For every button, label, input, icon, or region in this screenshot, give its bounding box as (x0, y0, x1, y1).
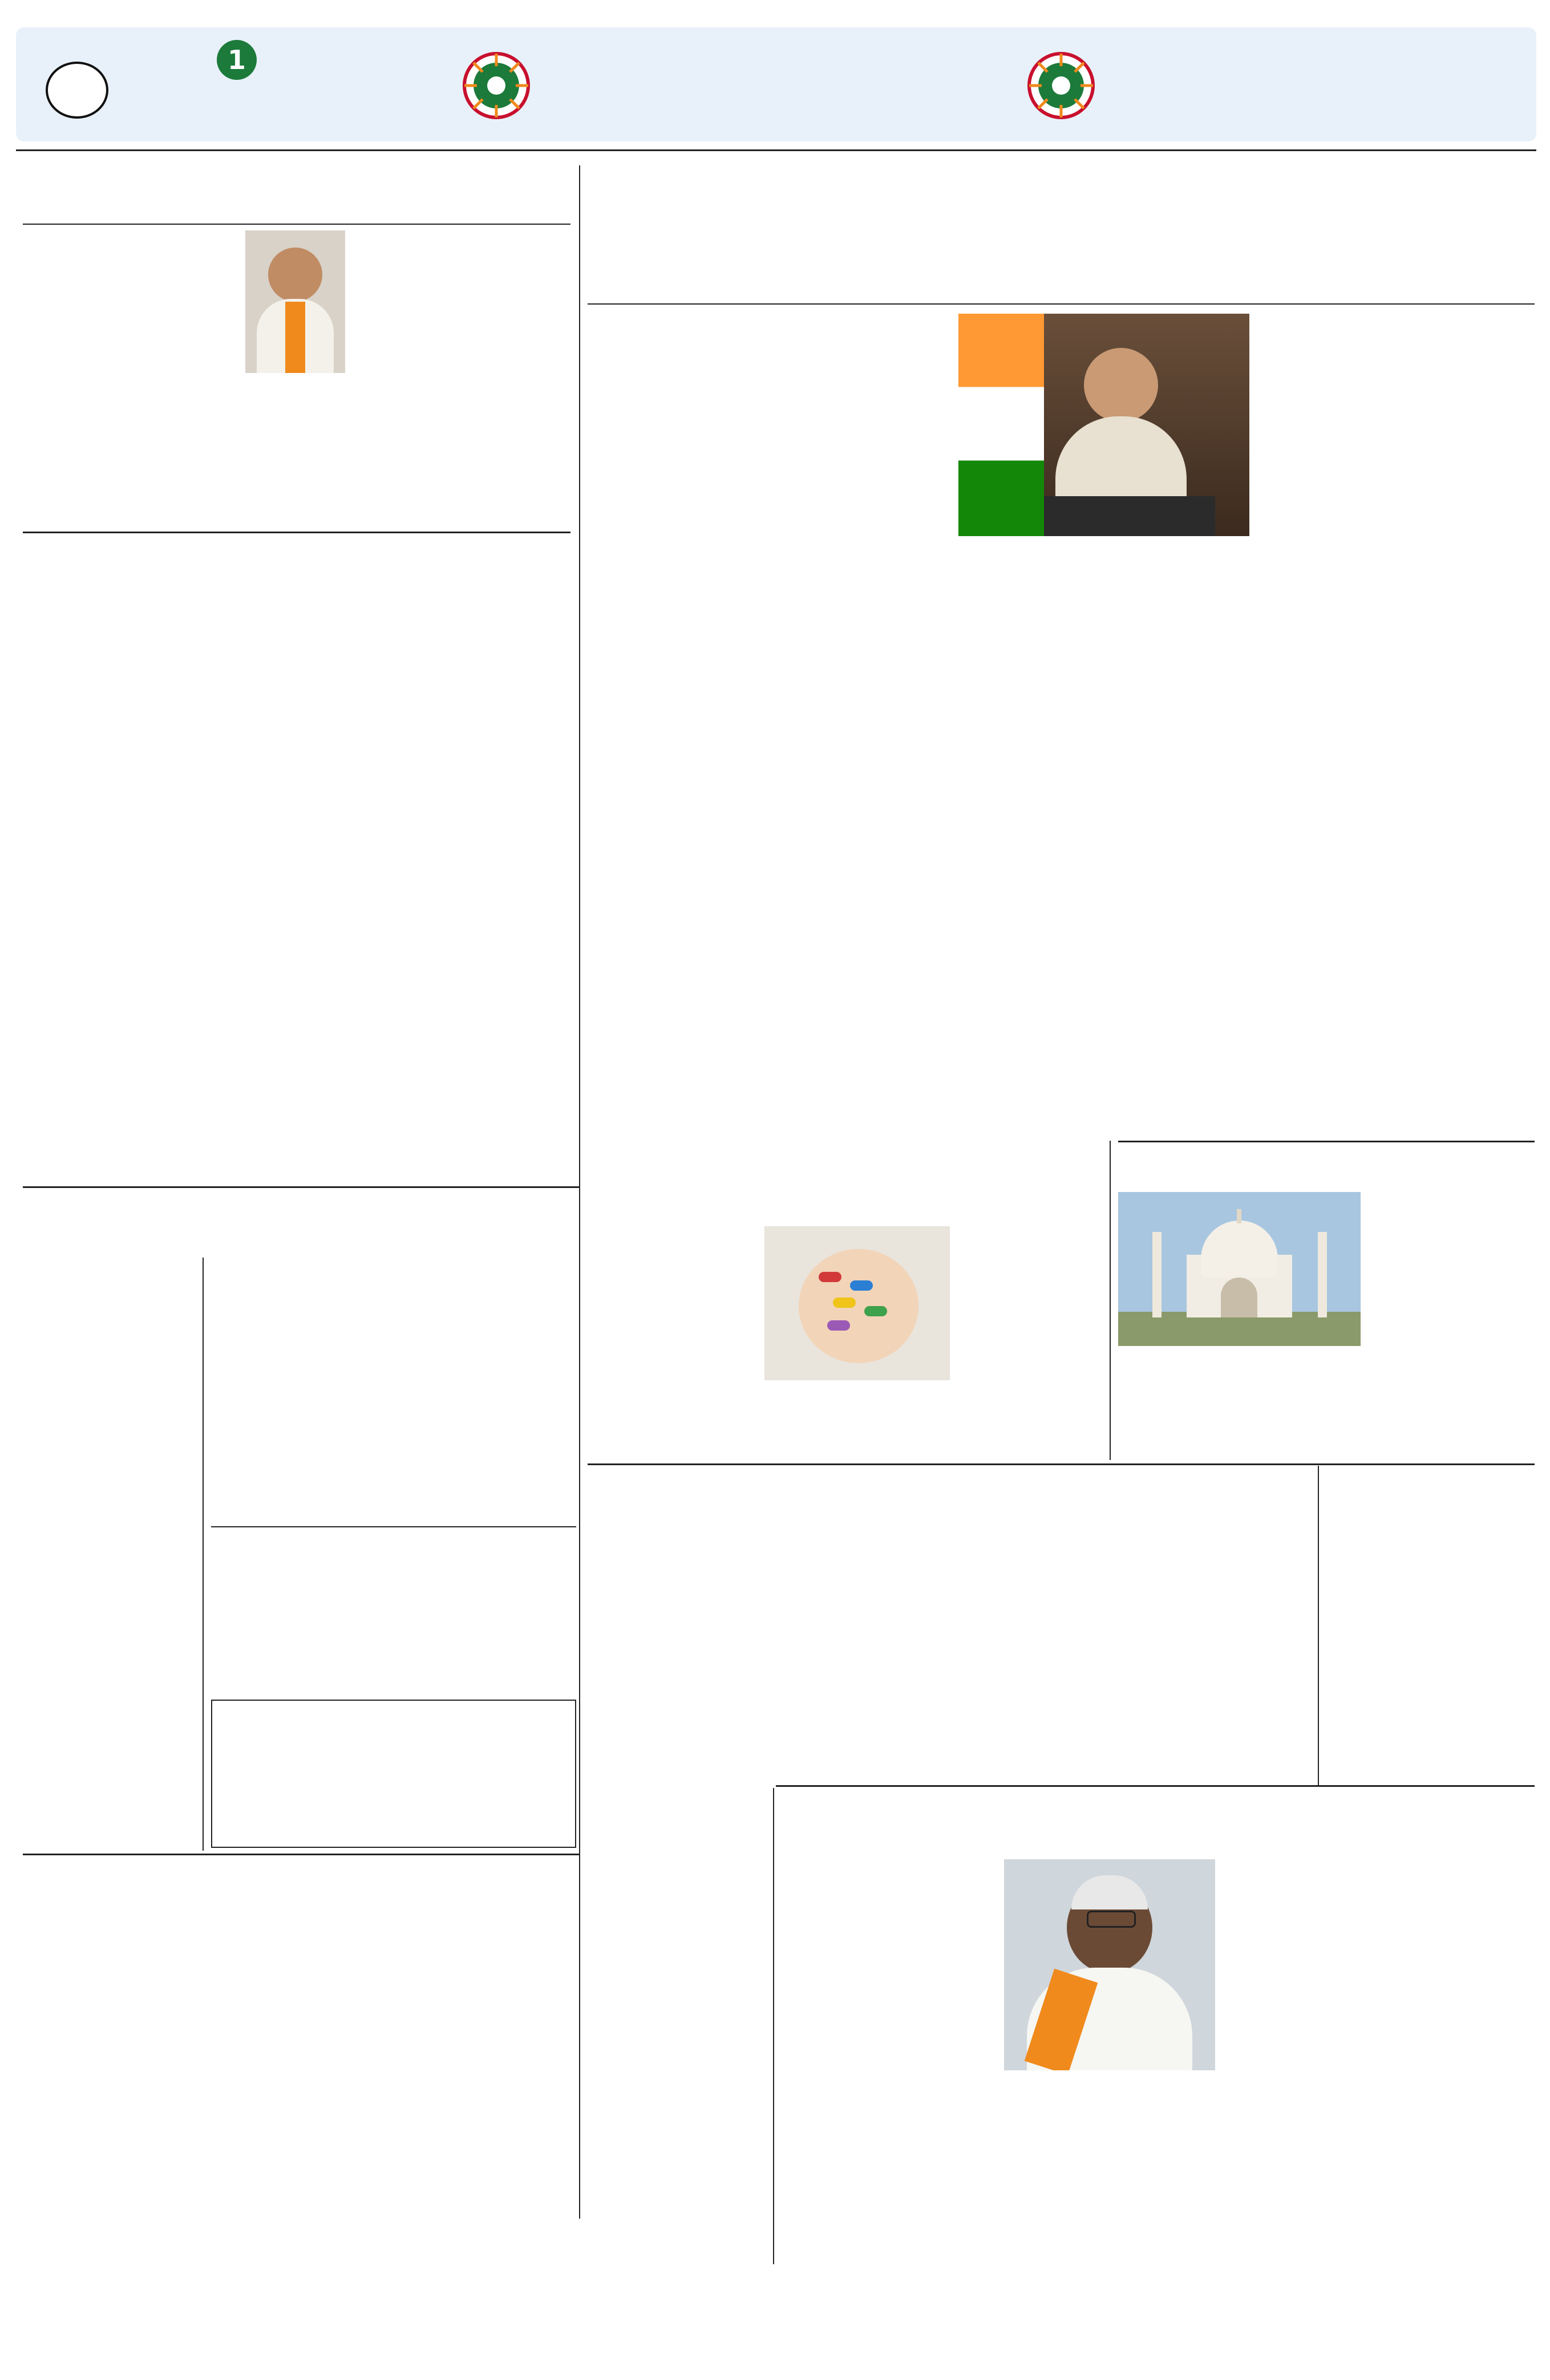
medicines-headline (588, 1146, 1101, 1221)
taj-body-right (1369, 1192, 1535, 1346)
taj-mahal-photo (1118, 1192, 1361, 1346)
pills-photo (764, 1226, 950, 1380)
maharashtra-rule-top (23, 532, 570, 533)
maharashtra-body (23, 593, 570, 764)
col-divider-taj (1110, 1141, 1111, 1460)
telangana-headline (23, 1019, 570, 1059)
women-rule-top (23, 1854, 579, 1855)
services-body (23, 1317, 197, 1523)
medicines-body-left (593, 1226, 756, 1454)
chakra-emblem-right-icon (1027, 51, 1095, 120)
muda-headline (1326, 1471, 1535, 1506)
kharge-headline (782, 1791, 1535, 1854)
lead-body-middle (958, 548, 1249, 1135)
kirti-headline (23, 1528, 197, 1583)
women-headline (23, 1860, 579, 1912)
col-divider-services (203, 1258, 204, 1851)
page-number-badge (46, 62, 108, 119)
uttarakhand-body-photo-below (245, 379, 345, 527)
telangana-body (23, 1061, 570, 1175)
telangana-police-body (220, 1737, 568, 1843)
col-divider-main (579, 165, 580, 2219)
uttarakhand-rule (23, 224, 570, 225)
lead-divider (588, 303, 1535, 305)
services-headline (23, 1260, 197, 1315)
chakra-emblem-left-icon (462, 51, 531, 120)
col-divider-muda (1318, 1466, 1319, 1785)
kirti-body (23, 1586, 197, 1848)
board-headline (588, 1471, 1312, 1534)
bahaduri-rule-top (211, 1526, 576, 1527)
logo-1-icon: 1 (217, 40, 257, 80)
lead-subhead (588, 267, 1535, 299)
maharashtra-headline (23, 538, 570, 590)
kharge-body-left (782, 1859, 995, 2259)
lead-headline (588, 171, 1535, 257)
kharge-body-photo-below (1004, 2079, 1215, 2259)
uttarakhand-headline (23, 169, 570, 220)
muda-body (1326, 1509, 1535, 1777)
masthead-divider (16, 149, 1536, 151)
veer-gatha-body (23, 824, 570, 1012)
medicines-body-bottom (764, 1386, 1101, 1454)
gallantry-rule-top (23, 1186, 579, 1188)
gallantry-body (211, 1260, 576, 1523)
taj-rule-top (1118, 1141, 1535, 1142)
col-divider-democracy (773, 1788, 774, 2264)
telangana-police-headline (217, 1703, 570, 1735)
democracy-body (590, 1821, 770, 2260)
democracy-headline (588, 1789, 770, 1817)
taj-headline (1118, 1146, 1535, 1189)
dhami-photo (245, 230, 345, 373)
kharge-body-right (1221, 1859, 1535, 2259)
uttarakhand-body-left (23, 230, 237, 527)
lead-body-right (1261, 314, 1535, 1135)
lead-body-col3 (776, 314, 947, 1135)
veer-gatha-headline (23, 781, 570, 821)
uttarakhand-body-right (354, 230, 570, 527)
gallantry-headline (23, 1192, 579, 1255)
board-rule-top (588, 1463, 1535, 1465)
paper-logo (148, 40, 388, 131)
kharge-rule-top (776, 1785, 1535, 1787)
medicines-body-right (958, 1226, 1101, 1380)
board-body (593, 1540, 1312, 1779)
women-body (26, 1917, 576, 2260)
taj-body-bottom (1118, 1352, 1535, 1466)
lead-body-col4 (593, 314, 764, 1135)
bahaduri-body (211, 1566, 576, 1697)
bahaduri-headline (211, 1530, 576, 1564)
kharge-photo (1004, 1859, 1215, 2070)
president-photo (958, 314, 1249, 536)
